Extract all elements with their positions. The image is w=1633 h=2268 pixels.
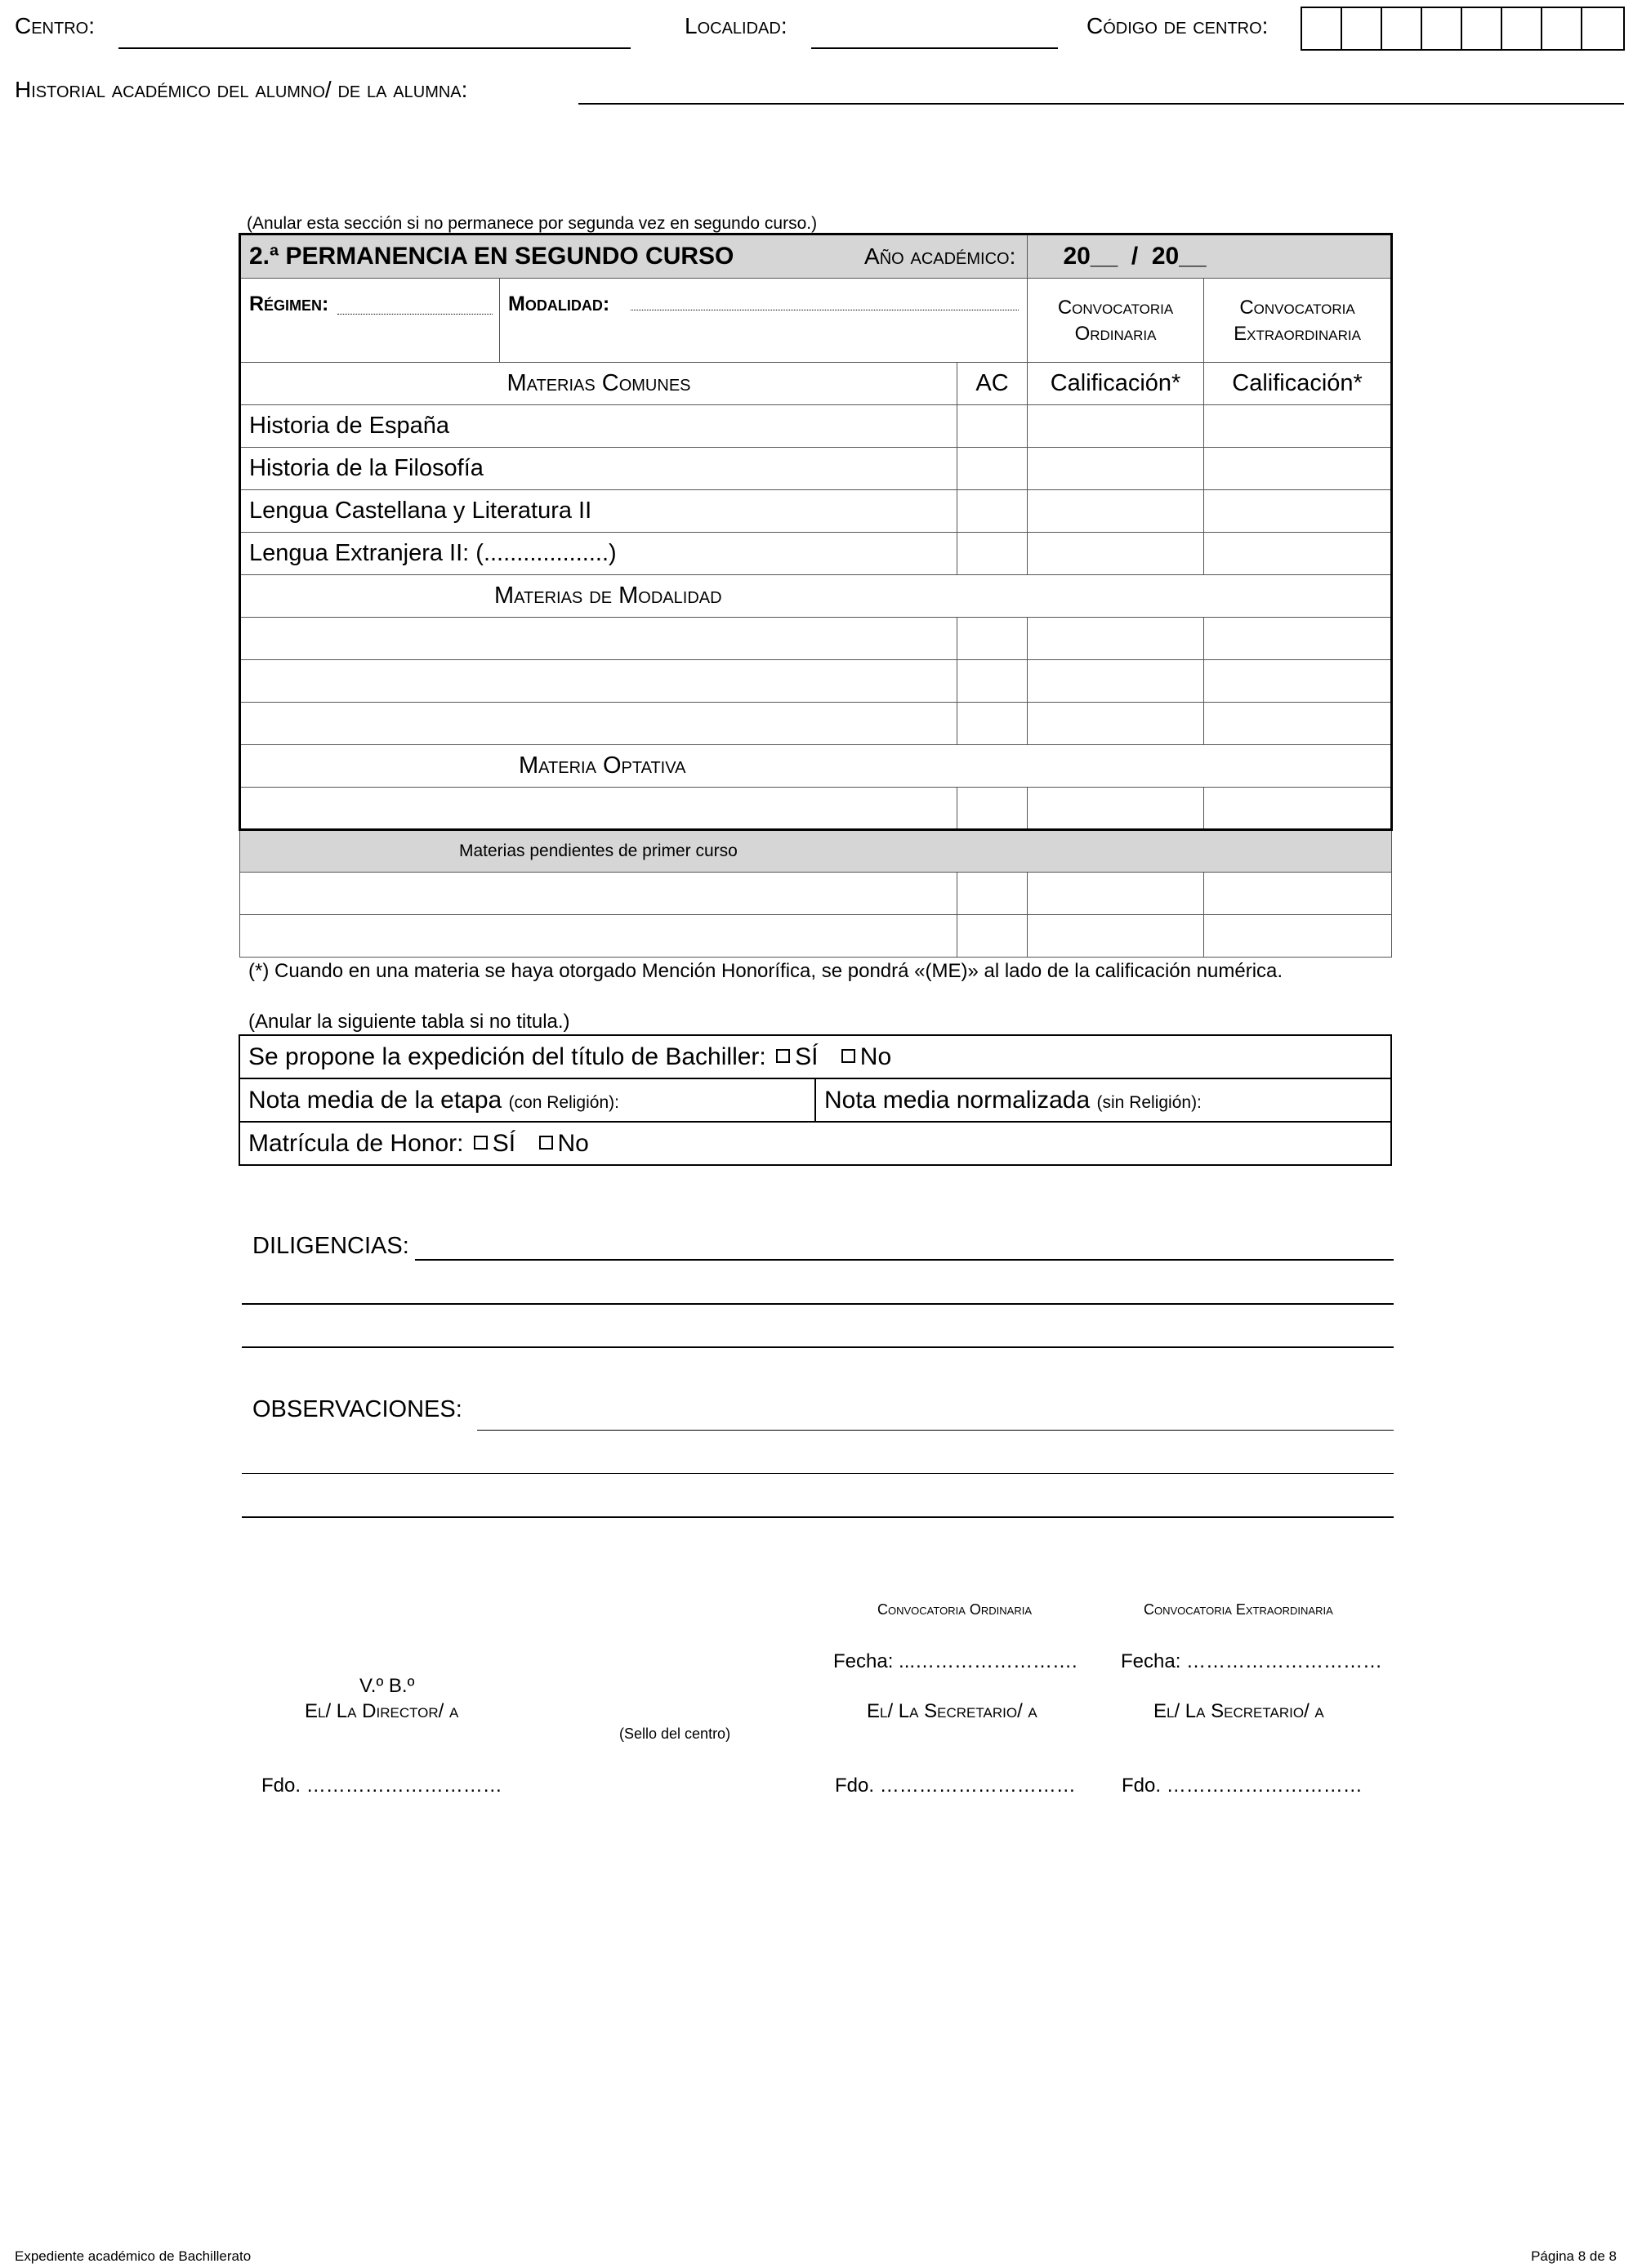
grade-footnote: (*) Cuando en una materia se haya otorgado Mención Honorífica, se pondrá «(ME)» al lado de la calificación numérica. [248, 960, 1283, 982]
nota-media-label: Nota media de la etapa [248, 1086, 502, 1114]
fecha-extraordinaria[interactable]: Fecha: ………………………… [1121, 1650, 1383, 1672]
regimen-cell[interactable] [240, 279, 500, 363]
codigo-centro-boxes[interactable] [1301, 7, 1625, 51]
pendiente-subject-cell[interactable] [240, 915, 957, 958]
modalidad-subject-cell[interactable] [240, 618, 957, 660]
localidad-field[interactable] [811, 47, 1058, 49]
nota-normalizada-label: Nota media normalizada [824, 1086, 1091, 1114]
propone-titulo-row [239, 1035, 1391, 1078]
subject-row-label: Lengua Castellana y Literatura II [240, 490, 957, 533]
modalidad-cell[interactable] [500, 279, 1028, 363]
col-calificacion-ord: Calificación* [1028, 363, 1204, 405]
no-checkbox[interactable] [841, 1049, 855, 1063]
section-title: 2.ª PERMANENCIA EN SEGUNDO CURSO [240, 234, 1028, 279]
ac-cell[interactable] [957, 703, 1028, 745]
fdo-secretario-extraordinaria[interactable]: Fdo. ………………………… [1122, 1775, 1363, 1797]
grade-ord-cell[interactable] [1028, 915, 1204, 958]
sig-conv-ordinaria: Convocatoria Ordinaria [877, 1601, 1032, 1618]
historial-label: Historial académico del alumno/ de la alumna: [15, 77, 468, 102]
matricula-si-checkbox[interactable] [474, 1136, 488, 1150]
sello-label: (Sello del centro) [619, 1726, 731, 1742]
ac-cell[interactable] [957, 660, 1028, 703]
grade-ord-cell[interactable] [1028, 405, 1204, 448]
subject-row-label: Lengua Extranjera II: (...................) [240, 533, 957, 575]
matricula-no-checkbox[interactable] [539, 1136, 553, 1150]
diligencias-line[interactable] [242, 1303, 1394, 1305]
ac-cell[interactable] [957, 618, 1028, 660]
diligencias-line[interactable] [242, 1346, 1394, 1348]
matricula-no-label: No [557, 1129, 589, 1157]
permanencia-table [239, 233, 1393, 958]
academic-year-cell [864, 234, 1392, 279]
observaciones-line[interactable] [477, 1430, 1394, 1431]
regimen-dotline [337, 314, 493, 315]
secretario-ordinaria-label: El/ La Secretario/ a [867, 1700, 1037, 1722]
no-label: No [859, 1042, 892, 1070]
materias-pendientes-header: Materias pendientes de primer curso [240, 830, 1392, 873]
ac-cell[interactable] [957, 405, 1028, 448]
modalidad-label: Modalidad: [508, 292, 610, 315]
localidad-label: Localidad: [685, 13, 787, 38]
fdo-secretario-ordinaria[interactable]: Fdo. ………………………… [835, 1775, 1076, 1797]
grade-ord-cell[interactable] [1028, 788, 1204, 830]
modalidad-subject-cell[interactable] [240, 660, 957, 703]
visto-bueno: V.º B.º [359, 1675, 415, 1697]
titulo-table [239, 1034, 1392, 1166]
nota-normalizada-cell[interactable] [815, 1078, 1391, 1122]
materia-optativa-header: Materia Optativa [240, 745, 1392, 788]
grade-ord-cell[interactable] [1028, 618, 1204, 660]
conv-extraordinaria-header: Convocatoria Extraordinaria [1204, 279, 1392, 363]
observaciones-label: OBSERVACIONES: [252, 1396, 462, 1422]
modalidad-subject-cell[interactable] [240, 703, 957, 745]
grade-ext-cell[interactable] [1204, 533, 1392, 575]
sin-religion-label: (sin Religión): [1096, 1092, 1202, 1112]
grade-ext-cell[interactable] [1204, 448, 1392, 490]
section-note: (Anular esta sección si no permanece por segunda vez en segundo curso.) [247, 214, 818, 233]
pendiente-subject-cell[interactable] [240, 873, 957, 915]
ac-cell[interactable] [957, 490, 1028, 533]
matricula-si-label: SÍ [492, 1129, 516, 1157]
con-religion-label: (con Religión): [508, 1092, 619, 1112]
materias-modalidad-header: Materias de Modalidad [240, 575, 1392, 618]
regimen-label: Régimen: [249, 292, 329, 315]
observaciones-line[interactable] [242, 1516, 1394, 1518]
sig-conv-extraordinaria: Convocatoria Extraordinaria [1144, 1601, 1333, 1618]
grade-ext-cell[interactable] [1204, 405, 1392, 448]
si-label: SÍ [795, 1042, 819, 1070]
fdo-director[interactable]: Fdo. ………………………… [261, 1775, 502, 1797]
academic-year-label: Año académico: [864, 243, 1016, 269]
grade-ord-cell[interactable] [1028, 533, 1204, 575]
si-checkbox[interactable] [776, 1049, 790, 1063]
ac-cell[interactable] [957, 788, 1028, 830]
grade-ord-cell[interactable] [1028, 448, 1204, 490]
matricula-honor-row [239, 1122, 1391, 1165]
footer-left: Expediente académico de Bachillerato [15, 2248, 252, 2264]
diligencias-line[interactable] [415, 1259, 1394, 1261]
col-calificacion-ext: Calificación* [1204, 363, 1392, 405]
subject-row-label: Historia de la Filosofía [240, 448, 957, 490]
optativa-subject-cell[interactable] [240, 788, 957, 830]
grade-ext-cell[interactable] [1204, 660, 1392, 703]
director-label: El/ La Director/ a [305, 1700, 459, 1722]
ac-cell[interactable] [957, 533, 1028, 575]
grade-ext-cell[interactable] [1204, 703, 1392, 745]
nota-media-cell[interactable] [239, 1078, 815, 1122]
ac-cell[interactable] [957, 873, 1028, 915]
grade-ord-cell[interactable] [1028, 873, 1204, 915]
secretario-extraordinaria-label: El/ La Secretario/ a [1153, 1700, 1324, 1722]
grade-ord-cell[interactable] [1028, 660, 1204, 703]
subject-row-label: Historia de España [240, 405, 957, 448]
historial-field[interactable] [578, 103, 1624, 105]
observaciones-line[interactable] [242, 1473, 1394, 1474]
matricula-honor-label: Matrícula de Honor: [248, 1129, 464, 1157]
fecha-ordinaria[interactable]: Fecha: ...……………………. [833, 1650, 1078, 1672]
title-block-note: (Anular la siguiente tabla si no titula.) [248, 1011, 570, 1033]
grade-ext-cell[interactable] [1204, 490, 1392, 533]
col-ac-header: AC [957, 363, 1028, 405]
conv-ordinaria-header: Convocatoria Ordinaria [1028, 279, 1204, 363]
grade-ext-cell[interactable] [1204, 915, 1392, 958]
materias-comunes-header: Materias Comunes [240, 363, 957, 405]
academic-year-value[interactable]: 20__ / 20__ [1063, 243, 1207, 270]
grade-ord-cell[interactable] [1028, 703, 1204, 745]
grade-ext-cell[interactable] [1204, 788, 1392, 830]
centro-label: Centro: [15, 13, 95, 38]
grade-ord-cell[interactable] [1028, 490, 1204, 533]
diligencias-label: DILIGENCIAS: [252, 1233, 409, 1259]
propone-titulo-label: Se propone la expedición del título de Bachiller: [248, 1042, 766, 1070]
footer-page-number: Página 8 de 8 [1531, 2248, 1617, 2264]
ac-cell[interactable] [957, 915, 1028, 958]
grade-ext-cell[interactable] [1204, 618, 1392, 660]
codigo-label: Código de centro: [1086, 13, 1269, 38]
centro-field[interactable] [118, 47, 631, 49]
ac-cell[interactable] [957, 448, 1028, 490]
grade-ext-cell[interactable] [1204, 873, 1392, 915]
